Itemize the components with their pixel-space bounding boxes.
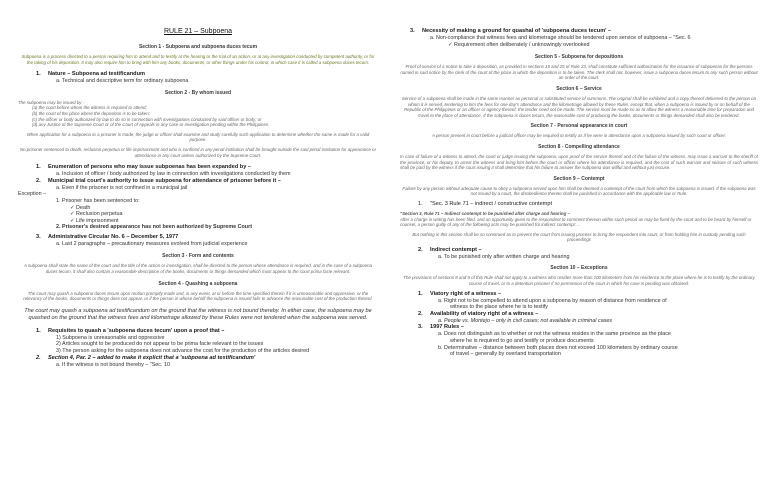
section-2-intro: The subpoena may be issued by - <box>18 99 85 105</box>
exception-item-2: 2. Prisoner's desired appearance has not been authorized by Supreme Court <box>56 224 252 231</box>
section-1-text: Subpoena is a process directed to a person requiring him to attend and to testify at the hearing or the trial of an action, or at any investigation conducted by competent authority, or for the taking of his deposition. It may also require him to bring with him any books, documents, or other things under his control, in which case it is called a subpoena duces tecum. <box>21 54 375 65</box>
s9-quote-body: After a charge in writing has been filed, and an opportunity given to the respondent to comment thereon within such period as may be fixed by the court and to be heard by himself or counsel, a person guilty of any of the following acts may be punished for indirect contempt: ... <box>400 216 752 228</box>
enum-item-1a: a. Inclusion of officer / body authorized by law in connection with investigations conducted by them <box>56 171 291 178</box>
section-4-heading: Section 4 - Quashing a subpoena <box>158 280 238 287</box>
section-2-para-2: When application for a subpoena to a prisoner is made, the judge or officer shall examine and study carefully such application to determine whether the same is made for a valid purpose. <box>26 131 370 143</box>
nature-item: 1. Nature – Subpoena ad testificandum <box>36 71 145 78</box>
s10-item-3: 3. 1997 Rules – <box>418 324 464 331</box>
exception-reclusion: ✓ Reclusion perpetua <box>70 211 378 218</box>
top-item-3: 3. Necessity of making a ground for quashal of 'subpoena duces tecum' – <box>410 28 612 34</box>
req-list-3: 3) The person asking for the subpoena does not advance the cost for the production of the articles desired <box>56 348 310 355</box>
section-2-heading: Section 2 - By whom issued <box>164 89 232 96</box>
s10-item-3a: a. Does not distinguish as to whether or not the witness resides in the same province as the place <box>438 331 671 338</box>
enum-item-3: 3. Administrative Circular No. 6 – December 5, 1977 <box>36 233 179 240</box>
s10-item-3b: b. Determinative – distance between both places does not exceed 100 kilometers by ordinary course <box>438 344 678 351</box>
req-list-2: 2) Articles sought to be produced do not appear to be prima facie relevant to the issues <box>56 341 264 348</box>
section-7-heading: Section 7 - Personal appearance in court <box>530 123 628 130</box>
top-item-3-check: ✓ Requirement often deliberately / unknowingly overlooked <box>448 42 758 49</box>
section-7-text: A person present in court before a judicial officer may be required to testify as if he were in attendance upon a subpoena issued by such court or officer. <box>431 133 726 139</box>
exception-label: Exception – <box>18 191 47 198</box>
section-3-text: A subpoena shall state the name of the court and the title of the action or investigation, shall be directed to the person whose attendance is required, and in the case of a subpoena duces tecum, it shall also contain a reasonable description of the books, documents or things demanded which must appear to the court prima facie relevant. <box>24 263 372 275</box>
section-6-text: Service of a subpoena shall be made in the same manner as personal or substituted service of summons. The original shall be exhibited and a copy thereof delivered to the person on whom it is served, tendering to him the fees for one day's attendance and the kilometrage allowed by these Rules, except that, when a subpoena is issued by or on behalf of the Republic of the Philippines or an officer or agency thereof, the tender need not be made. The service must be made so as to allow the witness a reasonable time for preparation and travel to the place of attendance. If the subpoena is duces tecum, the reasonable cost of producing the books, documents or things demanded shall also be tendered. <box>401 95 757 118</box>
s9-quote-proviso: But nothing in this section shall be so construed as to prevent the court from issuing process to bring the respondent into court, or from holding him in custody pending such proceedings <box>412 231 746 243</box>
s10-item-3a-cont: where he is required to go and testify or produce documents <box>450 338 594 345</box>
section-2-item-c: (c) the officer or body authorized by law to do so in connection with investigations conducted by said officer or body; or <box>32 116 262 122</box>
section-9-heading: Section 9 – Contempt <box>553 175 605 182</box>
s10-item-2a: a. People vs. Montejo – only in civil cases; not available in criminal cases <box>438 317 613 324</box>
exception-life: ✓ Life imprisonment <box>70 218 378 225</box>
enum-item-1: 1. Enumeration of persons who may issue subpoenas has been expanded by – <box>36 164 251 171</box>
exception-item-1: 1. Prisoner has been sentenced to: <box>56 197 140 204</box>
section-2-item-b: (b) the court of the place where the deposition is to be taken; <box>32 110 150 116</box>
page-title: RULE 21 – Subpoena <box>163 28 233 35</box>
s10-item-3b-cont: of travel – generally by overland transportation <box>450 351 561 358</box>
s9-item-2: 2. Indirect contempt – <box>418 246 482 253</box>
req-item-2a: a. If the witness is not bound thereby – "Sec. 10 <box>56 361 170 368</box>
section-10-text: The provisions of sections 8 and 9 of this Rule shall not apply to a witness who resides more than 100 kilometers from his residence to the place where he is to testify by the ordinary course of travel, or to a detention prisoner if no permission of the court in which his case is pending was obtained. <box>403 275 755 287</box>
s10-item-2: 2. Availability of viatory right of a witness – <box>418 310 539 317</box>
section-3-heading: Section 3 - Form and contents <box>162 253 234 260</box>
enum-item-3a: a. Last 2 paragraphs – precautionary measures evolved from judicial experience <box>56 240 248 247</box>
req-item-2: 2. Section 4, Par. 2 – added to make it explicit that a 'subpoena ad testificandum' <box>36 354 256 361</box>
nature-sub: a. Technical and descriptive term for ordinary subpoena <box>56 78 189 85</box>
s10-item-1a: a. Right not to be compelled to attend upon a subpoena by reason of distance from residence of <box>438 297 667 304</box>
section-2-item-d: (d) any Justice of the Supreme Court or of the Court of Appeals in any case or investigation pending within the Philippines. <box>32 122 270 128</box>
left-column <box>18 0 378 368</box>
s9-item-1: 1. "Sec. 3 Rule 71 – indirect / constructive contempt <box>418 200 553 207</box>
section-4-text: The court may quash a subpoena duces tecum upon motion promptly made and, in any event, at or before the time specified therein if it is unreasonable and oppressive, or the relevancy of the books, documents or things does not appear, or if the person in whose behalf the subpoena is issued fails to advance the reasonable cost of the production thereof. <box>23 290 373 302</box>
exception-death: ✓ Death <box>70 205 378 212</box>
section-5-heading: Section 5 - Subpoena for depositions <box>534 54 624 61</box>
section-4-quash-text: The court may quash a subpoena ad testificandum on the ground that the witness is not bound thereby. In either case, the subpoena may be quashed on the ground that the witness fees and kilometrage allowed by these Rules were not tendered when the subpoena was served. <box>24 307 372 321</box>
section-6-heading: Section 6 – Service <box>556 85 602 92</box>
req-item-1: 1. Requisites to quash a 'subpoena duces tecum' upon a proof that – <box>36 327 225 334</box>
section-8-text: In case of failure of a witness to attend, the court or judge issuing the subpoena, upon proof of the service thereof and of the failure of the witness, may issue a warrant to the sheriff of the province, or his deputy, to arrest the witness and bring him before the court or officer where his attendance is required, and the cost of such warrant and seizure of such witness shall be paid by the witness if the court issuing it shall determine that his failure to answer the subpoena was willful and without just excuse. <box>400 153 758 171</box>
section-2-item-a: (a) the court before whom the witness is required to attend; <box>32 105 147 111</box>
section-10-heading: Section 10 – Exceptions <box>550 265 608 272</box>
req-list-1: 1) Subpoena is unreasonable and oppressive <box>56 334 165 341</box>
s10-item-1a-cont: witness to the place where he is to testify <box>450 304 548 311</box>
s10-item-1: 1. Viatory right of a witness – <box>418 290 502 297</box>
s9-quote-title: "Section 3, Rule 71 – Indirect contempt to be punished after charge and hearing – <box>400 210 570 216</box>
section-2-para-3: No prisoner sentenced to death, reclusion perpetua or life imprisonment and who is confined in any penal institution shall be brought outside the said penal institution for appearance or attendance in any court unless authorized by the Supreme Court. <box>19 146 377 158</box>
enum-item-2a: a. Even if the prisoner is not confined in a municipal jail <box>56 184 188 191</box>
right-column <box>400 0 758 358</box>
section-5-text: Proof of service of a notice to take a deposition, as provided in sections 15 and 25 of Rule 23, shall constitute sufficient authorization for the issuance of subpoenas for the persons named in said notice by the clerk of the court of the place in which the deposition is to be taken. The clerk shall not, however, issue a subpoena duces tecum to any such person without an order of the court. <box>400 64 758 81</box>
s9-item-2a: a. To be punished only after written charge and hearing <box>438 253 570 260</box>
section-9-text: Failure by any person without adequate cause to obey a subpoena served upon him shall be deemed a contempt of the court from which the subpoena is issued. If the subpoena was not issued by a court, the disobedience thereto shall be punished in accordance with the applicable law or Rule. <box>402 185 756 197</box>
top-item-3a: a. Non-compliance that witness fees and kilometrage should be tendered upon service of subpoena – "Sec. 6 <box>430 35 691 41</box>
section-1-heading: Section 1 - Subpoena and subpoena duces tecum <box>138 44 258 50</box>
enum-item-2: 2. Municipal trial court's authority to issue subpoena for attendance of prisoner before it – <box>36 177 281 184</box>
section-8-heading: Section 8 - Compelling attendance <box>538 143 620 150</box>
